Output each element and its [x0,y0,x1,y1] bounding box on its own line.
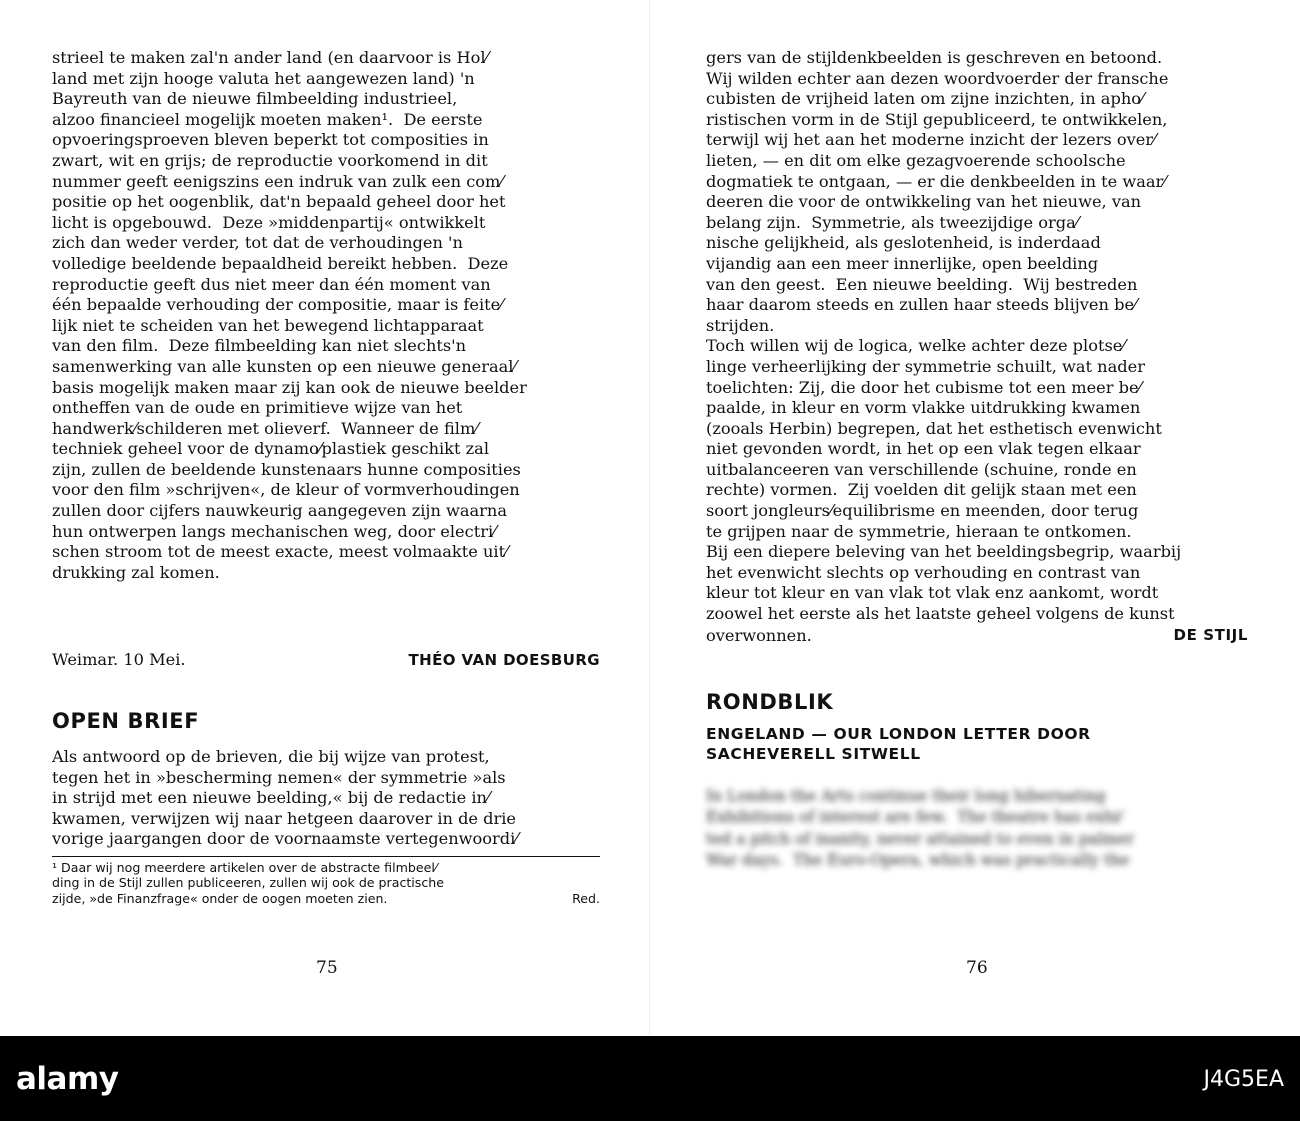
footnote-rule [52,856,600,857]
blurred-text: In London the Arts continue their long hibernating Exhibitions of interest are few. The theatre has exhi⁄ ted a pitch of inanity, never attained to even in palmer War days. The Euro-Opera, which was practically the [706,786,1135,870]
closing-sign: DE STIJL [1173,625,1248,644]
signature-author: THÉO VAN DOESBURG [408,651,600,669]
open-brief-text: Als antwoord op de brieven, die bij wijze van protest, tegen het in »bescherming nemen« der symmetrie »als in strijd met een nieuwe beelding,« bij de redactie in⁄ kwamen, verwijzen wij naar hetgeen daarover in de drie vorige jaargangen door de voornaamste vertegenwoordi⁄ [52,747,518,849]
footnote-last-line [52,891,600,907]
footnote-last-text: zijde, »de Finanzfrage« onder de oogen moeten zien. [52,890,388,906]
page-gutter [649,0,650,1036]
right-page [706,48,1248,872]
rondblik-heading: RONDBLIK [706,689,834,714]
signature-place: Weimar. 10 Mei. [52,650,186,669]
alamy-logo: alamy [16,1061,119,1097]
closing-text: overwonnen. [706,625,812,645]
image-id: J4G5EA [1203,1067,1284,1092]
footnote-sign: Red. [572,890,600,906]
right-body-text: gers van de stijldenkbeelden is geschreven en betoond. Wij wilden echter aan dezen woordvoerder der fransche cubisten de vrijheid laten om zijne inzichten, in apho⁄ ristischen vorm in de Stijl gepubliceerd, te ontwikkelen, terwijl wij het aan het moderne inzicht der lezers over⁄ lieten, — en dit om elke gezagvoerende schoolsche dogmatiek te ontgaan, — er die denkbeelden in te waar⁄ deeren die voor de ontwikkeling van het nieuwe, van belang zijn. Symmetrie, als tweezijdige orga⁄ nische gelijkheid, als geslotenheid, is inderdaad vijandig aan een meer innerlijke, open beelding van den geest. Een nieuwe beelding. Wij bestreden haar daarom steeds en zullen haar steeds blijven be⁄ strijden. Toch willen wij de logica, welke achter deze plotse⁄ linge verheerlijking der symmetrie schuilt, wat nader toelichten: Zij, die door het cubisme tot een meer be⁄ paalde, in kleur en vorm vlakke uitdrukking kwamen (zooals Herbin) begrepen, dat het esthetisch evenwicht niet gevonden wordt, in het op een vlak tegen elkaar uitbalanceeren van verschillende (schuine, ronde en rechte) vormen. Zij voelden dit gelijk staan met een soort jongleurs⁄equilibrisme en meenden, door terug te grijpen naar de symmetrie, hieraan te ontkomen. Bij een diepere beleving van het beeldingsbegrip, waarbij het evenwicht slechts op verhouding en contrast van kleur tot kleur en van vlak tot vlak enz aankomt, wordt zoowel het eerste als het laatste geheel volgens de kunst [706,48,1182,624]
stock-watermark-bar [0,1036,1300,1121]
open-brief-heading: OPEN BRIEF [52,709,200,733]
left-signature [52,649,600,671]
footnote-text: ¹ Daar wij nog meerdere artikelen over de abstracte filmbeel⁄ ding in de Stijl zullen publiceeren, zullen wij ook de practische [52,859,445,891]
page-number-left: 75 [316,958,338,978]
left-body-text: strieel te maken zal'n ander land (en daarvoor is Hol⁄ land met zijn hooge valuta het aangewezen land) 'n Bayreuth van de nieuwe filmbeelding industrieel, alzoo financieel mogelijk moeten maken¹. De eerste opvoeringsproeven bleven beperkt tot composities in zwart, wit en grijs; de reproductie voorkomend in dit nummer geeft eenigszins een indruk van zulk een com⁄ positie op het oogenblik, dat'n bepaald geheel door het licht is opgebouwd. Deze »middenpartij« ontwikkelt zich dan weder verder, tot dat de verhoudingen 'n volledige beeldende bepaaldheid bereikt hebben. Deze reproductie geeft dus niet meer dan één moment van één bepaalde verhouding der compositie, maar is feite⁄ lijk niet te scheiden van het bewegend lichtapparaat van den film. Deze filmbeelding kan niet slechts'n samenwerking van alle kunsten op een nieuwe generaal⁄ basis mogelijk maken maar zij kan ook de nieuwe beelder ontheffen van de oude en primitieve wijze van het handwerk⁄schilderen met olieverf. Wanneer de film⁄ techniek geheel voor de dynamo⁄plastiek geschikt zal zijn, zullen de beeldende kunstenaars hunne composities voor den film »schrijven«, de kleur of vormverhoudingen zullen door cijfers nauwkeurig aangegeven zijn waarna hun ontwerpen langs mechanischen weg, door electri⁄ schen stroom tot de meest exacte, meest volmaakte uit⁄ drukking zal komen. [52,48,527,582]
left-page [52,48,600,907]
engeland-subheading: ENGELAND — OUR LONDON LETTER DOOR SACHEVERELL SITWELL [706,724,1091,763]
right-closing-line [706,625,1248,646]
page-number-right: 76 [966,958,988,978]
